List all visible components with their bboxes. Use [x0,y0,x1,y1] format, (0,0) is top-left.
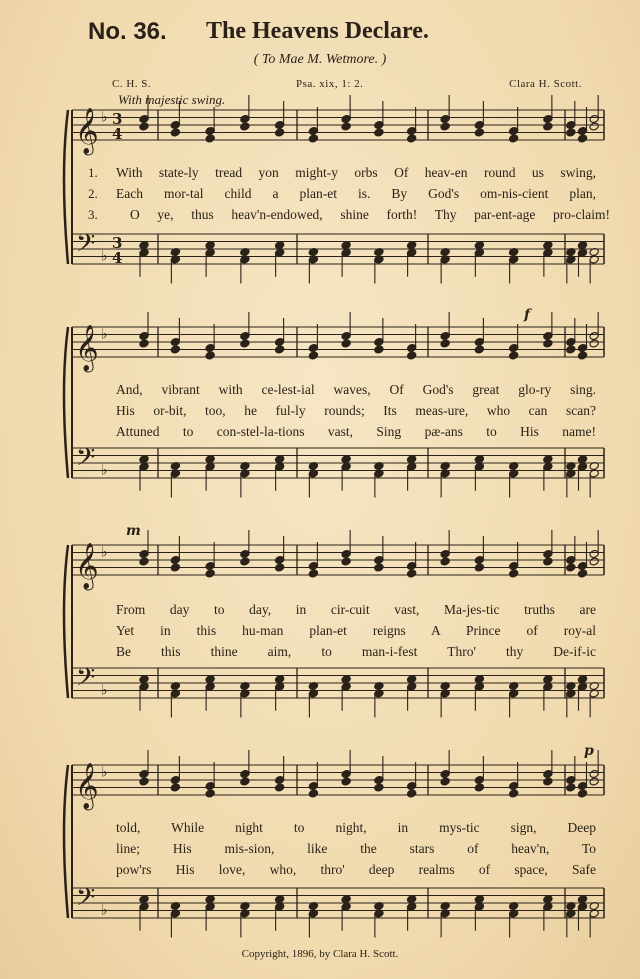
treble-note-lower [341,777,351,786]
treble-note-lower [440,339,450,348]
treble-note-lower [374,563,384,572]
lyric-text: told, While night to night, in mys-tic sign, Deep [116,820,596,835]
lyric-line-system-1-verse-3 [0,207,640,227]
treble-note-lower [274,345,284,354]
bass-note-upper [139,895,149,904]
verse-number: 3. [88,207,98,222]
bass-clef-icon: 𝄢 [76,443,96,478]
bass-note-upper [205,241,215,250]
bass-note-upper [577,455,587,464]
lyric-line-system-1-verse-2 [0,186,640,206]
treble-note-lower [474,345,484,354]
treble-note-lower [308,351,318,360]
treble-clef-icon: 𝄞 [75,108,99,154]
treble-note-lower [139,339,149,348]
lyric-line-system-3-verse-3 [0,644,640,664]
verse-number: 2. [88,186,98,201]
dedication: ( To Mae M. Wetmore. ) [253,52,387,67]
bass-note-upper [543,895,553,904]
treble-note-lower [374,128,384,137]
treble-note-lower [274,783,284,792]
bass-note-upper [341,455,351,464]
lyric-line-system-3-verse-2 [0,623,640,643]
music-credit: Clara H. Scott. [509,78,582,90]
hymn-title: The Heavens Declare. [206,18,429,44]
bass-clef-icon: 𝄢 [76,229,96,264]
bass-note-upper [274,675,284,684]
dynamic-marking: p [584,743,594,759]
treble-note-lower [308,134,318,143]
bass-note-upper [406,895,416,904]
lyric-text: line; His mis-sion, like the stars of heav'n, To [116,841,596,856]
bass-note-upper [205,675,215,684]
bass-note-upper [577,895,587,904]
treble-note-lower [406,134,416,143]
dynamic-marking: m [126,523,141,539]
treble-time-signature-bottom: 4 [112,125,123,143]
treble-note-lower [566,345,576,354]
treble-note-lower [240,777,250,786]
bass-time-signature-bottom: 4 [112,249,123,267]
bass-clef-icon: 𝄢 [76,663,96,698]
treble-note-lower [240,557,250,566]
lyric-line-system-2-verse-3 [0,424,640,444]
lyric-line-system-2-verse-2 [0,403,640,423]
bass-note-upper [205,455,215,464]
treble-note-lower [566,128,576,137]
system-2-bass-staff [72,448,604,498]
treble-note-lower [139,557,149,566]
bass-note-upper [139,241,149,250]
treble-note-lower [139,777,149,786]
treble-note-lower [589,557,599,566]
treble-note-lower [170,345,180,354]
lyric-line-system-1-verse-1 [0,165,640,185]
treble-note-lower [274,128,284,137]
system-4-bass-staff [72,888,604,938]
lyric-line-system-4-verse-1 [0,820,640,840]
treble-note-lower [508,134,518,143]
bass-flat-icon: ♭ [101,248,108,265]
treble-note-lower [406,569,416,578]
bass-note-upper [406,455,416,464]
treble-note-lower [240,122,250,131]
treble-note-lower [543,557,553,566]
treble-note-lower [508,351,518,360]
treble-note-lower [170,783,180,792]
bass-note-upper [274,455,284,464]
verse-number: 1. [88,165,98,180]
bass-flat-icon: ♭ [101,902,108,919]
bass-time-signature-top: 3 [112,234,123,252]
treble-note-lower [139,122,149,131]
bass-note-upper [341,241,351,250]
treble-note-lower [170,563,180,572]
treble-note-lower [341,557,351,566]
treble-clef-icon: 𝄞 [75,325,99,371]
lyric-text: Be this thine aim, to man-i-fest Thro' thy De-if-ic [116,644,596,659]
tempo-marking: With majestic swing. [118,92,226,107]
system-3-treble-staff [72,530,604,578]
bass-note-upper [406,675,416,684]
bass-note-upper [406,241,416,250]
treble-note-lower [589,777,599,786]
treble-note-lower [374,783,384,792]
treble-note-lower [440,557,450,566]
lyric-line-system-2-verse-1 [0,382,640,402]
treble-note-lower [205,569,215,578]
dynamic-marking: f [524,307,531,323]
treble-note-lower [240,339,250,348]
system-1-treble-staff [72,95,604,143]
lyric-text: From day to day, in cir-cuit vast, Ma-jes-tic truths are [116,602,596,617]
treble-note-lower [577,134,587,143]
treble-note-lower [308,789,318,798]
treble-flat-icon: ♭ [101,764,108,781]
treble-note-lower [406,789,416,798]
bass-clef-icon: 𝄢 [76,883,96,918]
treble-note-lower [374,345,384,354]
treble-clef-icon: 𝄞 [75,543,99,589]
scripture-reference: Psa. xix, 1: 2. [296,78,364,90]
treble-clef-icon: 𝄞 [75,763,99,809]
treble-note-lower [474,783,484,792]
bass-note-upper [274,241,284,250]
bass-note-upper [274,895,284,904]
treble-note-lower [543,339,553,348]
bass-note-upper [205,895,215,904]
treble-note-lower [170,128,180,137]
lyric-text: And, vibrant with ce-lest-ial waves, Of God's great glo-ry sing. [116,382,596,397]
bass-flat-icon: ♭ [101,462,108,479]
bass-note-upper [139,675,149,684]
treble-note-lower [474,128,484,137]
bass-flat-icon: ♭ [101,682,108,699]
treble-time-signature-top: 3 [112,110,123,128]
treble-note-lower [566,563,576,572]
words-credit: C. H. S. [112,78,152,90]
hymn-number: No. 36. [88,18,167,45]
bass-note-upper [474,241,484,250]
treble-note-lower [508,569,518,578]
lyric-line-system-4-verse-2 [0,841,640,861]
treble-note-lower [577,351,587,360]
lyric-line-system-4-verse-3 [0,862,640,882]
bass-note-upper [577,241,587,250]
treble-note-lower [474,563,484,572]
treble-flat-icon: ♭ [101,109,108,126]
bass-note-upper [139,455,149,464]
treble-note-lower [274,563,284,572]
treble-note-lower [566,783,576,792]
treble-flat-icon: ♭ [101,326,108,343]
bass-note-upper [474,675,484,684]
system-1-bass-staff [72,234,604,284]
lyric-text: His or-bit, too, he ful-ly rounds; Its meas-ure, who can scan? [116,403,596,418]
treble-note-lower [440,122,450,131]
bass-note-upper [543,455,553,464]
treble-flat-icon: ♭ [101,544,108,561]
treble-note-lower [577,789,587,798]
lyric-text: Attuned to con-stel-la-tions vast, Sing pæ-ans to His name! [116,424,596,439]
bass-note-upper [543,241,553,250]
treble-note-lower [440,777,450,786]
system-3-bass-staff [72,668,604,718]
treble-note-lower [406,351,416,360]
system-4-treble-staff [72,750,604,798]
lyric-text: Yet in this hu-man plan-et reigns A Prince of roy-al [116,623,596,638]
treble-note-lower [341,122,351,131]
lyric-text: pow'rs His love, who, thro' deep realms of space, Safe [116,862,596,877]
lyric-line-system-3-verse-1 [0,602,640,622]
treble-note-lower [577,569,587,578]
bass-note-upper [577,675,587,684]
copyright: Copyright, 1896, by Clara H. Scott. [241,948,399,960]
lyric-text: O ye, thus heav'n-endowed, shine forth! Thy par-ent-age pro-claim! [130,207,610,222]
treble-note-lower [508,789,518,798]
bass-note-upper [543,675,553,684]
treble-note-lower [205,351,215,360]
treble-note-lower [543,122,553,131]
treble-note-lower [589,339,599,348]
treble-note-lower [205,789,215,798]
lyric-text: Each mor-tal child a plan-et is. By God's om-nis-cient plan, [116,186,596,201]
lyric-text: With state-ly tread yon might-y orbs Of heav-en round us swing, [116,165,596,180]
treble-note-lower [308,569,318,578]
treble-note-lower [543,777,553,786]
treble-note-lower [205,134,215,143]
treble-note-lower [589,122,599,131]
bass-note-upper [474,455,484,464]
treble-note-lower [341,339,351,348]
bass-note-upper [474,895,484,904]
bass-note-upper [341,675,351,684]
bass-note-upper [341,895,351,904]
